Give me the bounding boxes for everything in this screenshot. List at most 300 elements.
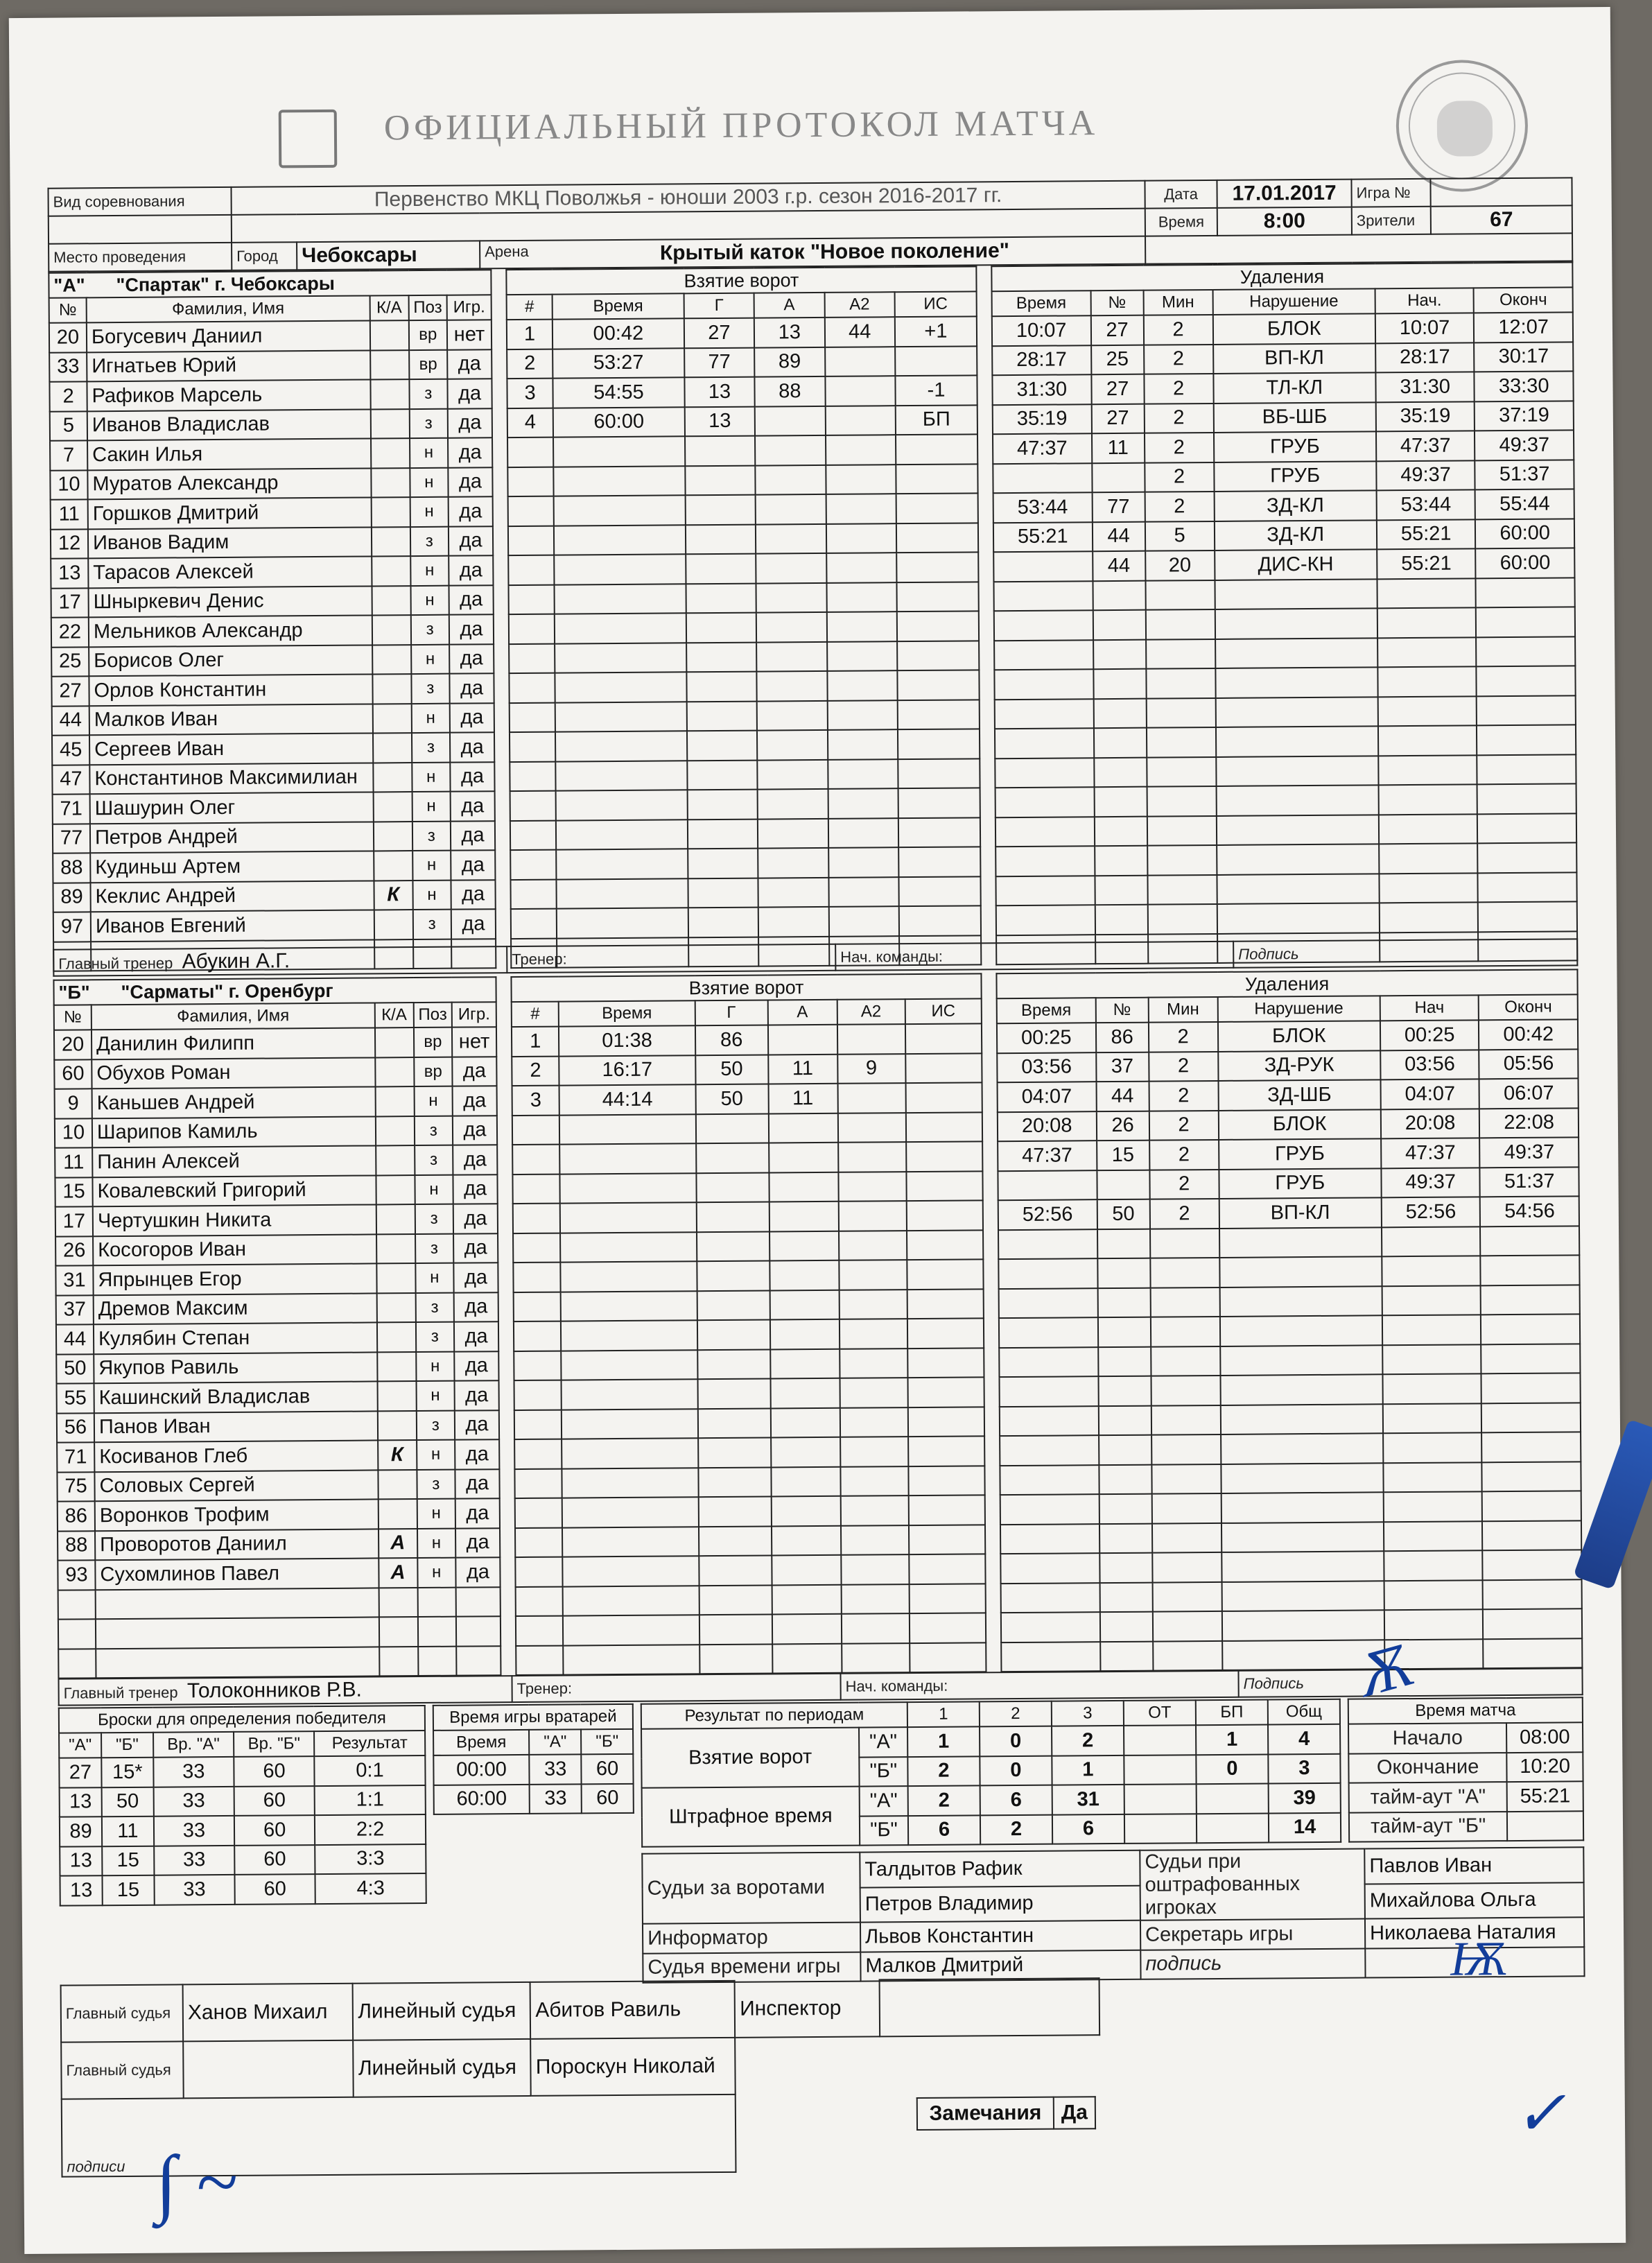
penalty-row-cell	[996, 905, 1095, 935]
penalty-row-cell: ЗД-ШБ	[1218, 1080, 1381, 1110]
player-number	[58, 1649, 96, 1679]
penalty-row-cell	[1477, 725, 1576, 754]
player-played: да	[455, 1469, 499, 1499]
player-played: да	[449, 496, 493, 526]
goal-row-cell	[554, 554, 686, 584]
player-number: 20	[49, 322, 87, 352]
goal-row-cell	[838, 1142, 907, 1172]
goal-row	[514, 1407, 984, 1439]
player-position: з	[415, 1292, 454, 1322]
player-row	[55, 1116, 497, 1148]
goal-row-cell	[697, 1378, 770, 1408]
player-position: з	[414, 1116, 453, 1145]
goal-row-cell	[686, 672, 757, 702]
goal-row-cell	[826, 523, 896, 553]
player-played: да	[455, 1410, 499, 1440]
player-number: 93	[58, 1560, 95, 1590]
goal-row-cell	[839, 1231, 907, 1260]
goal-row-cell	[556, 790, 688, 820]
goal-row-cell	[563, 1556, 699, 1586]
goal-row-cell	[896, 493, 977, 523]
player-name: Чертушкин Никита	[93, 1204, 376, 1235]
penalty-row-cell	[1152, 1581, 1221, 1611]
penalty-row-cell	[1147, 815, 1217, 845]
goal-row-cell	[896, 434, 977, 464]
goal-row	[508, 552, 978, 584]
player-played: да	[448, 467, 492, 497]
penalty-row-cell: 2	[1144, 374, 1213, 404]
team-b-penalties	[995, 969, 1583, 1672]
penalty-judge-2: Михайлова Ольга	[1365, 1882, 1584, 1919]
penalty-row-cell: 26	[1096, 1111, 1149, 1141]
penalty-row-cell: 28:17	[1375, 343, 1475, 372]
penalty-row-cell: 49:37	[1480, 1137, 1579, 1167]
penalty-row-cell	[995, 699, 1094, 729]
player-row	[50, 437, 492, 470]
goal-row-cell	[687, 790, 758, 820]
penalty-row	[993, 519, 1574, 552]
goal-row-cell	[514, 1468, 562, 1498]
player-role	[370, 409, 409, 439]
player-role	[371, 438, 410, 468]
penalty-row-cell	[1221, 1610, 1384, 1640]
player-row	[51, 644, 494, 677]
team-a-goals	[505, 266, 982, 969]
penalty-row	[1000, 1550, 1581, 1583]
penalty-row-cell	[1477, 695, 1576, 725]
goal-row-cell	[770, 1319, 839, 1349]
penalty-row-cell: 53:44	[1376, 489, 1475, 519]
team-b-head-coach	[58, 1676, 512, 1706]
penalty-row-cell	[1147, 845, 1217, 875]
period-value: 0	[980, 1755, 1052, 1785]
player-position: н	[412, 792, 451, 822]
city-label: Город	[232, 242, 297, 270]
spectators-label: Зрители	[1352, 207, 1431, 235]
penalty-row	[994, 666, 1575, 699]
match-time-label: тайм-аут "Б"	[1349, 1812, 1508, 1842]
period-value	[1124, 1725, 1196, 1755]
goal-row-cell	[563, 1615, 699, 1645]
player-role	[377, 1411, 416, 1441]
referee-2	[183, 2040, 354, 2099]
document-header	[245, 73, 1576, 186]
goal-row	[507, 346, 977, 379]
penalty-row-cell: 47:37	[993, 433, 1092, 463]
goal-row-cell	[769, 1172, 838, 1202]
goal-row-cell	[772, 1555, 841, 1585]
pen-col-num-b: №	[1095, 998, 1148, 1023]
goalie-time-table	[433, 1703, 634, 1815]
team-b-title	[53, 977, 496, 1005]
penalty-row-cell: 55:21	[1377, 548, 1476, 578]
period-value: 3	[1268, 1753, 1340, 1783]
goal-row-cell	[897, 670, 979, 700]
player-role	[369, 320, 408, 350]
goal-row	[513, 1200, 983, 1233]
goal-row-cell	[514, 1439, 562, 1469]
player-row	[56, 1292, 498, 1325]
goal-row-cell: 50	[695, 1055, 768, 1084]
signatures-label: подписи	[62, 2095, 736, 2177]
penalty-row-cell	[1150, 1228, 1219, 1258]
penalty-row-cell	[998, 1170, 1097, 1200]
goal-row-cell	[838, 1201, 907, 1231]
goalie-time-row-cell: 33	[530, 1784, 582, 1814]
shootout-header: "Б"	[101, 1733, 153, 1758]
pen-col-start: Нач.	[1375, 288, 1474, 313]
shootout-row-cell: 1:1	[315, 1785, 426, 1815]
penalty-row-cell	[1153, 1640, 1222, 1670]
goal-row-cell	[756, 494, 826, 524]
player-number: 75	[57, 1472, 94, 1502]
goal-col-g-b: Г	[695, 1000, 767, 1025]
player-number: 12	[51, 529, 88, 559]
goal-row-cell	[686, 613, 757, 643]
penalty-judges-label: Судьи при оштрафованных игроках	[1140, 1849, 1365, 1920]
goal-row-cell	[556, 849, 688, 879]
goal-row-cell	[758, 789, 828, 819]
player-position: н	[414, 1086, 453, 1116]
player-row	[50, 408, 492, 441]
player-number: 37	[56, 1295, 94, 1325]
player-row	[55, 1204, 498, 1236]
player-name: Мельников Александр	[89, 615, 372, 646]
goal-row-cell	[840, 1349, 908, 1378]
penalty-row-cell	[1151, 1434, 1221, 1464]
player-name	[96, 1647, 379, 1678]
goal-row-cell: 11	[768, 1054, 837, 1084]
goal-row	[512, 1082, 982, 1115]
penalty-row	[998, 1167, 1579, 1200]
penalty-row-cell	[1092, 462, 1145, 492]
penalty-row-cell	[1382, 1373, 1481, 1403]
goal-row-cell	[562, 1468, 699, 1498]
player-played: да	[449, 555, 493, 585]
penalty-row-cell	[1382, 1256, 1481, 1285]
shootout-row-cell: 4:3	[315, 1873, 426, 1904]
date-label: Дата	[1145, 180, 1217, 209]
goal-row-cell	[769, 1143, 838, 1172]
period-value: 0	[980, 1726, 1052, 1756]
pen-col-end: Оконч	[1474, 287, 1573, 313]
penalty-row-cell	[1481, 1432, 1581, 1462]
match-time-table	[1348, 1697, 1584, 1842]
player-name: Соловых Сергей	[94, 1470, 378, 1501]
penalty-row-cell	[1384, 1521, 1483, 1551]
player-name: Сергеев Иван	[89, 733, 373, 764]
goal-row-cell	[507, 437, 553, 467]
player-number: 86	[58, 1501, 95, 1531]
goal-row-cell	[840, 1407, 908, 1437]
penalty-row-cell: 11	[1092, 433, 1145, 463]
penalty-row-cell	[1093, 669, 1146, 699]
penalty-row-cell	[1151, 1493, 1221, 1523]
goal-row-cell	[557, 908, 688, 938]
penalty-row-cell	[1221, 1492, 1384, 1523]
player-name: Обухов Роман	[92, 1057, 375, 1089]
penalty-row-cell	[1482, 1462, 1581, 1491]
player-role	[377, 1322, 416, 1352]
team-b-name: "Сарматы" г. Оренбург	[121, 980, 333, 1003]
player-role	[372, 704, 411, 734]
player-role: К	[374, 881, 412, 910]
penalty-row	[997, 1019, 1578, 1052]
penalty-row-cell	[1099, 1582, 1152, 1612]
team-a-penalties	[991, 261, 1578, 965]
goal-row-cell	[840, 1495, 909, 1525]
goal-row-cell	[828, 847, 899, 877]
penalty-row-cell	[1097, 1258, 1150, 1288]
goal-row-cell	[826, 494, 896, 523]
player-played: да	[452, 1057, 496, 1086]
player-position	[418, 1617, 457, 1647]
player-played: да	[455, 1557, 500, 1587]
goal-row-cell	[687, 760, 758, 790]
player-row	[57, 1410, 499, 1443]
period-team-label: "А"	[859, 1786, 907, 1816]
penalty-row-cell	[1215, 608, 1377, 639]
player-role	[373, 763, 412, 792]
goal-row-cell	[906, 1112, 982, 1142]
penalty-row-cell: 52:56	[998, 1199, 1097, 1229]
shootout-table	[58, 1705, 427, 1906]
penalty-row	[999, 1314, 1580, 1347]
penalty-row-cell: 25	[1091, 345, 1144, 374]
goal-row-cell	[557, 878, 688, 909]
shootout-row-cell: 60	[235, 1874, 315, 1904]
penalty-row	[1000, 1462, 1581, 1495]
match-time-row	[1348, 1752, 1583, 1783]
player-played: да	[449, 585, 493, 615]
penalty-row-cell: 10:07	[992, 315, 1091, 345]
player-position: з	[409, 408, 448, 438]
player-row	[57, 1380, 499, 1413]
penalty-row-cell	[995, 787, 1095, 817]
goal-row	[516, 1642, 986, 1675]
goal-row-cell	[758, 877, 829, 907]
goal-row-cell	[770, 1349, 840, 1378]
goal-row-cell	[841, 1584, 910, 1614]
player-name: Борисов Олег	[89, 645, 372, 676]
goal-row-cell	[757, 671, 828, 701]
match-time-value: 10:20	[1507, 1752, 1583, 1782]
period-value: 6	[1052, 1814, 1124, 1844]
shootout-row-cell: 50	[102, 1787, 154, 1817]
player-name: Орлов Константин	[89, 674, 372, 705]
player-role	[376, 1145, 415, 1175]
goal-row-cell	[896, 582, 978, 612]
player-number: 5	[50, 411, 87, 441]
penalty-row-cell	[1094, 787, 1147, 817]
team-a-coach: Тренер:	[507, 944, 835, 973]
goal-row-cell	[555, 731, 687, 761]
period-team-label: "А"	[859, 1727, 907, 1757]
penalty-row	[995, 842, 1576, 876]
player-row	[55, 1174, 497, 1207]
player-name: Косогоров Иван	[93, 1234, 376, 1265]
goal-row-cell	[562, 1497, 699, 1527]
player-played: да	[447, 379, 492, 408]
goal-row-cell	[561, 1291, 697, 1321]
period-value	[1124, 1755, 1196, 1785]
goal-row-cell	[770, 1378, 840, 1408]
penalty-row-cell	[1377, 607, 1477, 637]
penalty-row-cell: ВП-КЛ	[1219, 1197, 1382, 1228]
player-row	[55, 1263, 498, 1295]
goal-row-cell	[837, 1083, 906, 1113]
informer-label: Информатор	[643, 1923, 860, 1954]
match-time-title: Время матча	[1348, 1697, 1583, 1724]
penalty-row-cell	[1097, 1229, 1150, 1258]
penalty-row-cell	[1476, 636, 1575, 666]
period-header: ОТ	[1124, 1700, 1196, 1726]
goal-row-cell	[756, 553, 826, 583]
referee-label-2: Главный судья	[61, 2041, 184, 2099]
player-position: н	[415, 1263, 454, 1293]
penalty-row-cell	[1484, 1638, 1583, 1668]
goal-row-cell	[516, 1586, 564, 1616]
penalty-row	[995, 872, 1576, 905]
penalty-row-cell	[1217, 874, 1380, 904]
penalty-row-cell: 55:21	[1377, 519, 1476, 549]
penalty-row-cell	[1380, 902, 1479, 932]
goal-row-cell	[755, 406, 826, 435]
penalty-row	[1001, 1609, 1582, 1642]
goal-row	[508, 582, 978, 614]
player-name: Горшков Дмитрий	[88, 497, 372, 528]
team-b-coach: Тренер:	[512, 1674, 840, 1702]
penalty-row-cell	[1000, 1494, 1099, 1524]
penalty-row-cell	[1481, 1285, 1580, 1315]
player-role	[370, 350, 409, 380]
goal-row-cell	[908, 1466, 984, 1495]
penalty-row-cell	[1477, 783, 1576, 813]
player-name: Шашурин Олег	[90, 792, 374, 823]
player-position: н	[410, 556, 449, 586]
shootout-row-cell: 33	[154, 1875, 235, 1905]
goal-row-cell	[758, 818, 828, 848]
goal-row-cell	[907, 1200, 983, 1230]
goal-row-cell	[909, 1584, 985, 1613]
penalty-row-cell	[1378, 696, 1477, 726]
player-position: н	[417, 1440, 455, 1470]
penalty-row-cell	[1147, 904, 1217, 934]
goal-row-cell	[898, 700, 980, 729]
player-number	[58, 1590, 96, 1620]
penalty-row	[1000, 1403, 1581, 1436]
goal-col-num: #	[507, 295, 553, 320]
player-role	[378, 1470, 417, 1500]
player-row	[57, 1469, 499, 1502]
period-value: 0	[1196, 1754, 1268, 1784]
goal-col-is: ИС	[894, 291, 976, 317]
team-b-section	[53, 969, 1583, 1707]
goal-row-cell	[553, 466, 685, 496]
player-played: да	[449, 526, 493, 556]
player-played: да	[451, 821, 495, 851]
penalty-row-cell	[1220, 1345, 1383, 1376]
shootout-row-cell: 15	[102, 1846, 154, 1875]
shootout-row	[60, 1873, 426, 1905]
player-number: 88	[53, 853, 90, 883]
match-time-label: Начало	[1348, 1723, 1507, 1753]
penalty-row-cell: 28:17	[992, 345, 1091, 375]
goal-row-cell	[686, 701, 757, 731]
penalty-row-cell: 55:44	[1475, 489, 1574, 519]
shootout-row-cell: 13	[60, 1787, 102, 1817]
player-played: да	[454, 1292, 498, 1322]
penalty-row	[1000, 1432, 1581, 1465]
penalty-row-cell	[1146, 668, 1215, 698]
referee-label-1: Главный судья	[61, 1984, 184, 2042]
penalty-row-cell: 30:17	[1474, 342, 1573, 372]
penalty-judge-1: Павлов Иван	[1364, 1847, 1583, 1884]
penalty-row-cell: 37:19	[1475, 401, 1574, 431]
penalty-row-cell	[1098, 1376, 1151, 1406]
penalty-row-cell	[1215, 638, 1378, 668]
goal-row-cell: 44	[824, 317, 895, 347]
penalty-row-cell	[1481, 1344, 1581, 1373]
goal-row-cell	[842, 1643, 910, 1673]
penalty-row-cell	[1094, 757, 1147, 787]
player-position: н	[417, 1558, 456, 1588]
goalie-time-row-cell: 00:00	[433, 1755, 529, 1785]
shootout-row-cell: 13	[60, 1846, 102, 1876]
goal-row	[511, 905, 981, 938]
protocol-sheet	[9, 7, 1626, 2254]
penalty-row-cell	[1377, 637, 1477, 667]
penalty-row-cell	[1384, 1580, 1483, 1610]
goal-row-cell	[698, 1467, 771, 1497]
penalty-row-cell: 04:07	[1380, 1079, 1479, 1109]
team-b-goals-title: Взятие ворот	[511, 973, 981, 1002]
player-position: з	[410, 615, 449, 645]
player-role	[375, 1116, 414, 1146]
penalty-row-cell: 2	[1145, 462, 1214, 492]
team-b-signature-scrawl: Ѫ	[1350, 1629, 1420, 1710]
shootout-row-cell: 33	[154, 1845, 235, 1875]
player-row	[55, 1145, 497, 1177]
meta-spacer	[1145, 233, 1572, 263]
penalty-row-cell: БЛОК	[1217, 1021, 1380, 1051]
goal-row	[512, 1023, 982, 1056]
player-played: да	[450, 703, 494, 733]
goal-row-cell: 88	[755, 376, 826, 406]
penalty-row	[993, 460, 1574, 493]
player-position: н	[410, 585, 449, 615]
secretary-signature-scrawl: Ѭ	[1450, 1932, 1508, 1986]
player-number: 20	[54, 1030, 92, 1059]
penalty-row-cell: 2	[1149, 1169, 1219, 1199]
federation-logo-icon	[279, 110, 338, 168]
player-role	[379, 1617, 418, 1647]
penalty-row-cell	[1093, 580, 1145, 610]
goal-row-cell	[515, 1527, 563, 1557]
pen-col-end-b: Оконч	[1479, 994, 1578, 1020]
goal-row-cell	[825, 376, 896, 406]
goalie-time-row-cell: 60	[582, 1754, 634, 1784]
player-number: 50	[56, 1354, 94, 1384]
penalty-row-cell: ЗД-РУК	[1218, 1050, 1381, 1081]
penalty-row-cell: 35:19	[993, 404, 1092, 434]
period-value: 2	[1052, 1726, 1124, 1755]
penalty-row-cell	[1097, 1287, 1150, 1317]
penalty-row-cell	[1481, 1403, 1581, 1432]
goal-row-cell: -1	[895, 375, 977, 405]
goal-row-cell	[897, 611, 979, 641]
player-number: 10	[50, 470, 87, 500]
